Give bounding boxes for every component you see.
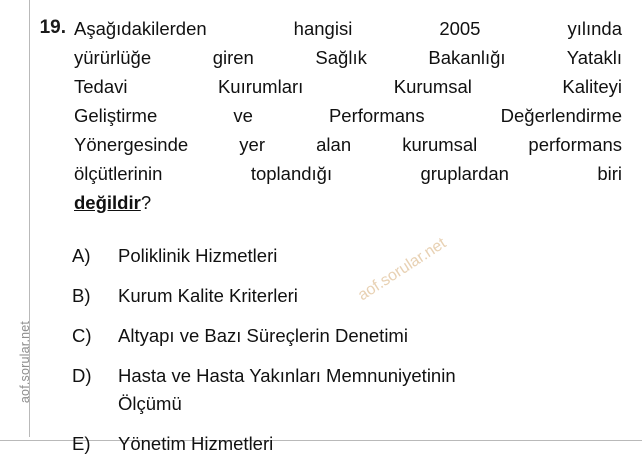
question-line-4: Geliştirme ve Performans Değerlendirme <box>74 105 622 126</box>
question-line-3: Tedavi Kuırumları Kurumsal Kaliteyi <box>74 76 622 97</box>
option-d-text-line-1: Hasta ve Hasta Yakınları Memnuniyetinin <box>118 365 456 386</box>
option-a-letter: A) <box>72 245 91 266</box>
option-d-letter: D) <box>72 365 92 386</box>
option-c-letter: C) <box>72 325 92 346</box>
option-d-text <box>118 362 456 418</box>
question-line-7 <box>74 188 622 217</box>
option-a[interactable] <box>22 242 622 270</box>
option-b-letter: B) <box>72 285 91 306</box>
option-e-letter: E) <box>72 433 91 454</box>
question-line-7-suffix: ? <box>140 192 152 213</box>
question-line-6: ölçütlerinin toplandığı gruplardan biri <box>74 163 622 184</box>
option-d[interactable] <box>22 362 622 418</box>
option-b-text: Kurum Kalite Kriterleri <box>118 285 298 306</box>
option-e[interactable] <box>22 430 622 458</box>
option-a-text: Poliklinik Hizmetleri <box>118 245 278 266</box>
question-line-1: Aşağıdakilerden hangisi 2005 yılında <box>74 18 622 39</box>
diagonal-watermark: aof.sorular.net <box>355 234 450 305</box>
option-d-text-line-2: Ölçümü <box>118 393 182 414</box>
options-list <box>22 242 622 467</box>
question-text <box>74 14 622 217</box>
question-line-5: Yönergesinde yer alan kurumsal performans <box>74 134 622 155</box>
option-e-text: Yönetim Hizmetleri <box>118 433 274 454</box>
option-b[interactable] <box>22 282 622 310</box>
option-c[interactable] <box>22 322 622 350</box>
question-line-2: yürürlüğe giren Sağlık Bakanlığı Yataklı <box>74 47 622 68</box>
question-negation-word: değildir <box>74 192 141 213</box>
side-watermark: aof.sorular.net <box>18 320 32 404</box>
question-number: 19. <box>39 17 66 38</box>
option-c-text: Altyapı ve Bazı Süreçlerin Denetimi <box>118 325 408 346</box>
question-block <box>22 14 622 217</box>
